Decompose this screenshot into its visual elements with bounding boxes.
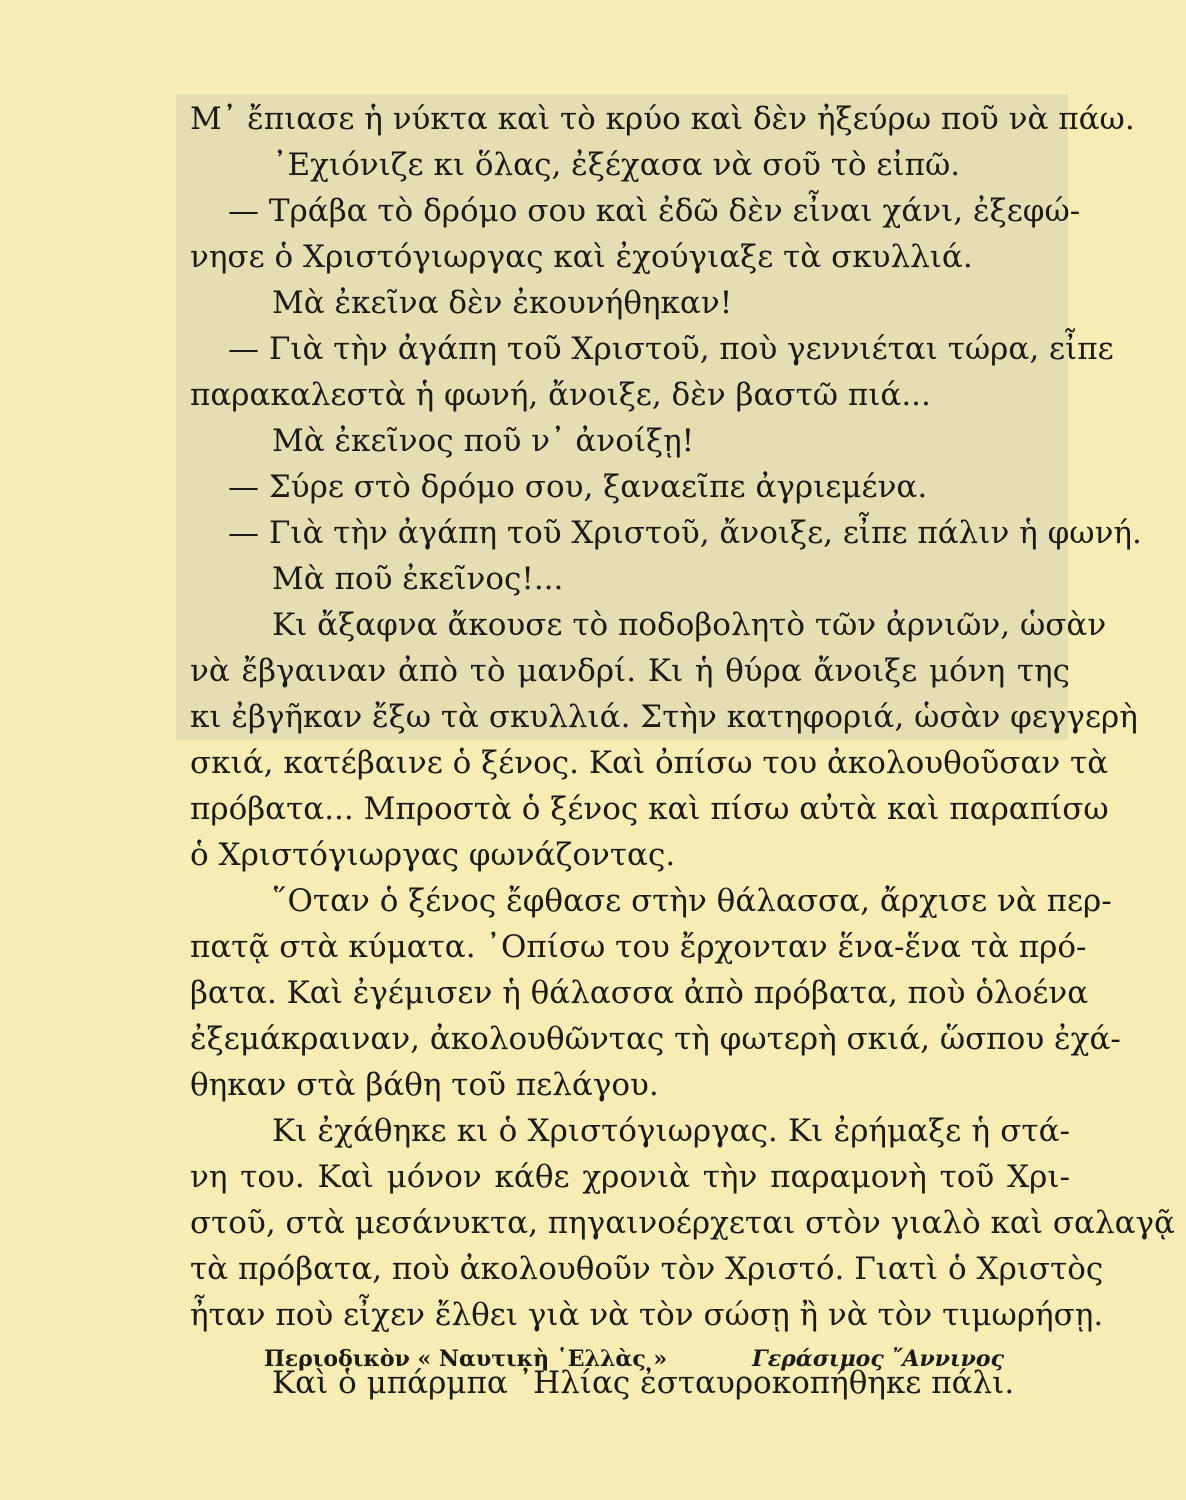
text-line: — Τράβα τὸ δρόμο σου καὶ ἐδῶ δὲν εἶναι χάνι, ἐξεφώ-	[228, 193, 1081, 229]
text-line: νὰ ἔβγαιναν ἀπὸ τὸ μανδρί. Κι ἡ θύρα ἄνοιξε μόνη της	[190, 653, 1070, 689]
footer	[264, 1346, 1004, 1372]
text-line: Μὰ ποῦ ἐκεῖνος!...	[272, 561, 564, 597]
text-line: πρόβατα... Μπροστὰ ὁ ξένος καὶ πίσω αὐτὰ καὶ παραπίσω	[190, 791, 1109, 827]
text-line: πατᾷ στὰ κύματα. ᾽Οπίσω του ἔρχονταν ἕνα-ἕνα τὰ πρό-	[190, 929, 1087, 965]
text-line: στοῦ, στὰ μεσάνυκτα, πηγαινοέρχεται στὸν γιαλὸ καὶ σαλαγᾷ	[190, 1205, 1175, 1241]
author-name: Γεράσιμος ῎Αννινος	[752, 1346, 1004, 1372]
text-line: Μὰ ἐκεῖνος ποῦ ν᾽ ἀνοίξῃ!	[272, 423, 695, 459]
text-line: κι ἐβγῆκαν ἔξω τὰ σκυλλιά. Στὴν κατηφοριά, ὡσὰν φεγγερὴ	[190, 699, 1138, 735]
text-line: ῞Οταν ὁ ξένος ἔφθασε στὴν θάλασσα, ἄρχισε νὰ περ-	[272, 883, 1112, 919]
text-line: παρακαλεστὰ ἡ φωνή, ἄνοιξε, δὲν βαστῶ πιά...	[190, 377, 931, 413]
text-line: τὰ πρόβατα, ποὺ ἀκολουθοῦν τὸν Χριστό. Γιατὶ ὁ Χριστὸς	[190, 1251, 1104, 1287]
source-citation: Περιοδικὸν « Ναυτικὴ ῾Ελλὰς »	[264, 1346, 668, 1372]
text-line: ἐξεμάκραιναν, ἀκολουθῶντας τὴ φωτερὴ σκιά, ὥσπου ἐχά-	[190, 1021, 1121, 1057]
text-line: ἦταν ποὺ εἶχεν ἔλθει γιὰ νὰ τὸν σώσῃ ἢ νὰ τὸν τιμωρήσῃ.	[190, 1297, 1104, 1333]
text-line: ᾽Εχιόνιζε κι ὅλας, ἐξέχασα νὰ σοῦ τὸ εἰπῶ.	[272, 147, 961, 183]
document-page	[190, 96, 1175, 1406]
text-line: Κι ἐχάθηκε κι ὁ Χριστόγιωργας. Κι ἐρήμαξε ἡ στά-	[272, 1113, 1070, 1149]
text-line: Μ᾽ ἔπιασε ἡ νύκτα καὶ τὸ κρύο καὶ δὲν ἠξεύρω ποῦ νὰ πάω.	[190, 101, 1135, 137]
text-line: Μὰ ἐκεῖνα δὲν ἐκουνήθηκαν!	[272, 285, 733, 321]
text-line: Καὶ ὁ μπάρμπα ᾽Ηλίας ἐσταυροκοπήθηκε πάλι.	[272, 1365, 1015, 1401]
text-line: βατα. Καὶ ἐγέμισεν ἡ θάλασσα ἀπὸ πρόβατα, ποὺ ὁλοένα	[190, 975, 1089, 1011]
text-line: ὁ Χριστόγιωργας φωνάζοντας.	[190, 837, 676, 873]
text-line: νησε ὁ Χριστόγιωργας καὶ ἐχούγιαξε τὰ σκυλλιά.	[190, 239, 973, 275]
text-line: νη του. Καὶ μόνον κάθε χρονιὰ τὴν παραμονὴ τοῦ Χρι-	[190, 1159, 1070, 1195]
text-line: θηκαν στὰ βάθη τοῦ πελάγου.	[190, 1067, 659, 1103]
text-line: — Γιὰ τὴν ἀγάπη τοῦ Χριστοῦ, ἄνοιξε, εἶπε πάλιν ἡ φωνή.	[228, 515, 1142, 551]
text-line: — Σύρε στὸ δρόμο σου, ξαναεῖπε ἀγριεμένα.	[228, 469, 928, 505]
text-line: Κι ἄξαφνα ἄκουσε τὸ ποδοβολητὸ τῶν ἀρνιῶν, ὡσὰν	[272, 607, 1107, 643]
text-line: — Γιὰ τὴν ἀγάπη τοῦ Χριστοῦ, ποὺ γεννιέται τώρα, εἶπε	[228, 331, 1114, 367]
text-line: σκιά, κατέβαινε ὁ ξένος. Καὶ ὀπίσω του ἀκολουθοῦσαν τὰ	[190, 745, 1109, 781]
